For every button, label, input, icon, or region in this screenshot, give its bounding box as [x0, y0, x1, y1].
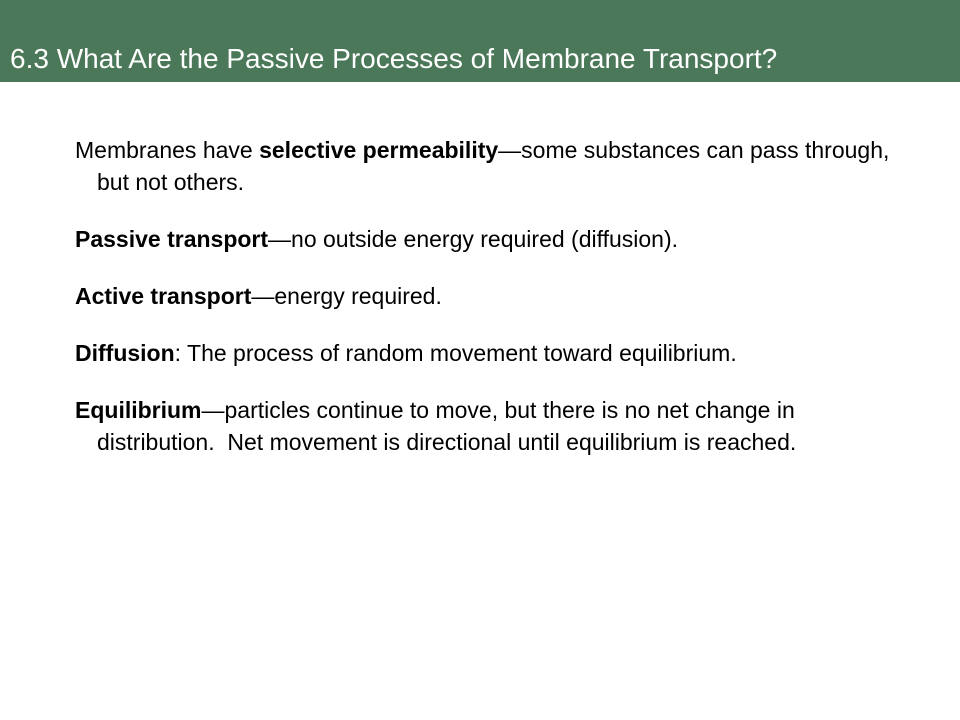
bullet-lead-text: Membranes have — [75, 137, 260, 163]
bullet-definition: —some substances can pass through, but not others. — [97, 137, 890, 195]
term-passive-transport: Passive transport — [75, 226, 269, 252]
bullet-equilibrium — [75, 394, 895, 458]
term-active-transport: Active transport — [75, 283, 252, 309]
term-equilibrium: Equilibrium — [75, 397, 202, 423]
term-diffusion: Diffusion — [75, 340, 175, 366]
bullet-definition: —energy required. — [251, 283, 442, 309]
bullet-diffusion — [75, 337, 895, 369]
bullet-passive-transport — [75, 223, 895, 255]
slide-body — [75, 134, 895, 483]
bullet-selective-permeability — [75, 134, 895, 198]
bullet-active-transport — [75, 280, 895, 312]
bullet-definition: —particles continue to move, but there is no net change in distribution. Net movement is directional until equilibrium is reached. — [97, 397, 802, 455]
slide-title: 6.3 What Are the Passive Processes of Membrane Transport? — [10, 43, 778, 74]
bullet-definition: : The process of random movement toward equilibrium. — [174, 340, 737, 366]
bullet-definition: —no outside energy required (diffusion). — [268, 226, 679, 252]
term-selective-permeability: selective permeability — [259, 137, 499, 163]
title-bar — [0, 0, 960, 82]
